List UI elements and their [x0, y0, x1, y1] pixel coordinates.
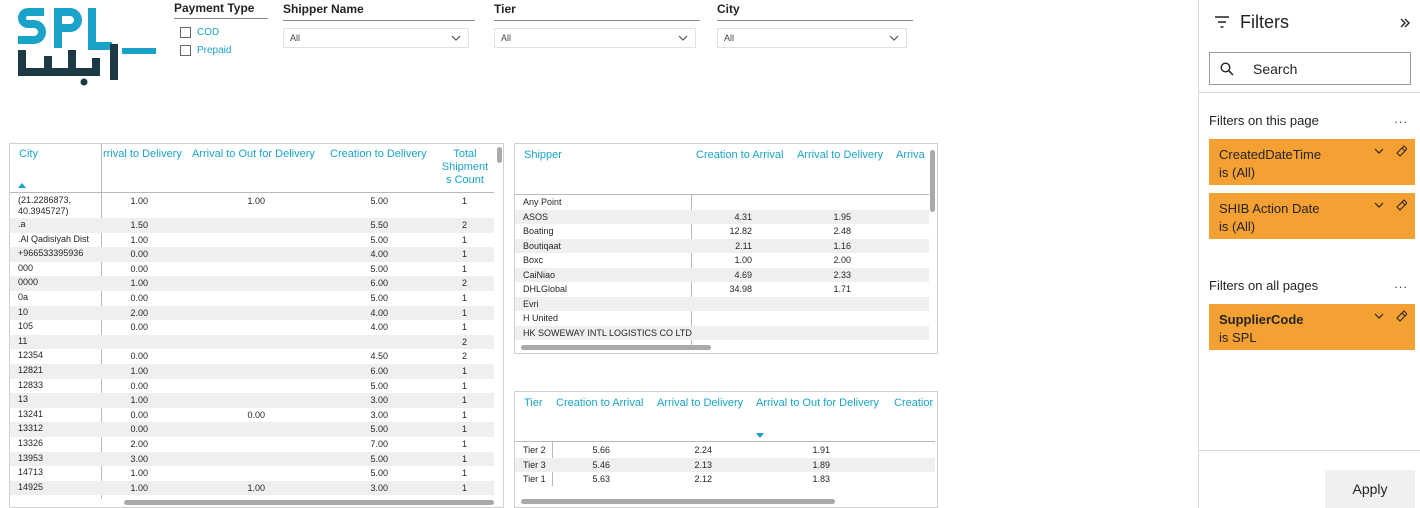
- tier-table-row[interactable]: [515, 472, 935, 487]
- table-cell: Tier 1: [523, 474, 546, 484]
- horizontal-scrollbar[interactable]: [124, 500, 494, 505]
- table-cell: 1: [461, 395, 467, 406]
- clear-filter-icon[interactable]: [1395, 145, 1407, 157]
- payment-option-cod[interactable]: [180, 24, 268, 40]
- table-cell: Boxc: [523, 255, 544, 265]
- payment-type-title: Payment Type: [174, 1, 255, 15]
- tier-table-row[interactable]: [515, 458, 935, 473]
- table-cell: 12354: [18, 350, 44, 361]
- table-cell: 1: [461, 380, 467, 391]
- table-cell: 0a: [18, 292, 29, 302]
- city-dropdown[interactable]: [717, 28, 907, 48]
- city-table-row[interactable]: [10, 364, 494, 379]
- tier-slicer: [494, 2, 700, 48]
- filter-value: is SPL: [1219, 330, 1257, 345]
- pane-divider: [1199, 92, 1420, 93]
- table-cell: .a: [18, 219, 26, 229]
- payment-type-slicer: [174, 1, 268, 58]
- clear-filter-icon[interactable]: [1395, 199, 1407, 211]
- prepaid-checkbox[interactable]: [180, 45, 191, 56]
- shipper-table-row[interactable]: [515, 282, 929, 297]
- col-header-arrival-to-out-for-delivery[interactable]: Arrival to Out for Delivery: [192, 148, 315, 160]
- table-cell: CaiNiao: [523, 269, 556, 280]
- shipper-table-row[interactable]: [515, 210, 929, 225]
- chevron-down-icon: [888, 32, 900, 44]
- table-cell: 1: [461, 322, 467, 333]
- more-options-icon[interactable]: ...: [1394, 111, 1408, 126]
- table-cell: 1.00: [130, 366, 148, 376]
- chevron-down-icon[interactable]: [1373, 145, 1385, 157]
- table-cell: 5.00: [370, 468, 388, 479]
- shipper-table-row[interactable]: [515, 268, 929, 283]
- shipper-table-row[interactable]: [515, 311, 929, 326]
- table-cell: 13241: [18, 408, 44, 419]
- col-header-arrival-to-out-for-delivery[interactable]: Arrival to Out for Delivery: [756, 397, 879, 409]
- city-table-row[interactable]: [10, 262, 494, 277]
- col-header-total-shipments-count[interactable]: Total Shipment s Count: [441, 148, 489, 186]
- table-cell: 13: [18, 394, 29, 405]
- table-cell: 1.16: [833, 240, 851, 251]
- filters-on-all-pages-label: Filters on all pages: [1209, 278, 1319, 293]
- city-table-row[interactable]: [10, 247, 494, 262]
- table-cell: 1.91: [812, 445, 830, 455]
- table-cell: 5.00: [370, 234, 388, 245]
- clear-filter-icon[interactable]: [1395, 310, 1407, 322]
- tier-dropdown[interactable]: [494, 28, 696, 48]
- table-cell: Boating: [523, 226, 554, 236]
- table-cell: 0.00: [130, 249, 148, 260]
- filters-on-page-label: Filters on this page: [1209, 113, 1319, 128]
- table-cell: 0.00: [130, 351, 148, 362]
- slicer-underline: [494, 20, 700, 21]
- table-cell: 3.00: [130, 453, 148, 464]
- table-cell: 1: [461, 366, 467, 376]
- table-cell: 4.00: [370, 307, 388, 318]
- table-cell: 13953: [18, 452, 44, 463]
- table-cell: 1: [461, 482, 467, 493]
- table-cell: 2.33: [833, 269, 851, 280]
- tier-table: [514, 391, 938, 508]
- header-divider: [10, 192, 494, 193]
- table-cell: 1.50: [130, 220, 148, 230]
- cod-label: COD: [197, 26, 220, 38]
- table-cell: 105: [18, 321, 34, 332]
- shipper-table-row[interactable]: [515, 253, 929, 268]
- city-slicer: [717, 2, 913, 48]
- col-header-city[interactable]: City: [19, 148, 38, 160]
- city-table-row[interactable]: [10, 437, 494, 452]
- table-cell: 1.00: [734, 255, 752, 265]
- city-table-row[interactable]: [10, 422, 494, 437]
- city-table-row[interactable]: [10, 393, 494, 408]
- table-cell: 1.89: [812, 459, 830, 470]
- chevron-down-icon: [450, 32, 462, 44]
- apply-button[interactable]: [1325, 470, 1415, 508]
- city-table-row[interactable]: [10, 306, 494, 321]
- table-cell: 1: [461, 234, 467, 245]
- filter-name: SHIB Action Date: [1219, 201, 1320, 216]
- table-cell: 2: [461, 278, 467, 289]
- table-cell: 5.63: [592, 474, 610, 484]
- city-table-row[interactable]: [10, 291, 494, 306]
- table-cell: 2: [461, 220, 467, 230]
- table-cell: Tier 2: [523, 445, 546, 455]
- more-options-icon[interactable]: ...: [1394, 276, 1408, 291]
- table-cell: 4.00: [370, 249, 388, 260]
- slicer-underline: [283, 20, 475, 21]
- table-cell: H United: [523, 313, 559, 323]
- filters-search-box[interactable]: [1209, 52, 1411, 85]
- table-cell: 1.00: [130, 196, 148, 206]
- vertical-scrollbar[interactable]: [497, 147, 502, 163]
- table-cell: 4.31: [734, 211, 752, 222]
- col-header-creation-truncated[interactable]: Creatior: [894, 397, 934, 409]
- shipper-name-value: All: [290, 33, 301, 43]
- table-cell: 1.95: [833, 211, 851, 222]
- table-cell: 3.00: [370, 395, 388, 406]
- table-cell: 4.50: [370, 351, 388, 362]
- table-cell: 1: [461, 307, 467, 318]
- tier-table-row[interactable]: [515, 443, 935, 458]
- table-cell: (21.2286873, 40.3945727): [18, 195, 72, 216]
- chevron-down-icon: [677, 32, 689, 44]
- table-cell: +966533395936: [18, 248, 84, 259]
- col-header-creation-to-delivery[interactable]: Creation to Delivery: [330, 148, 427, 160]
- prepaid-label: Prepaid: [197, 44, 232, 56]
- slicer-underline: [717, 20, 913, 21]
- chevron-down-icon[interactable]: [1373, 310, 1385, 322]
- table-cell: 000: [18, 262, 34, 273]
- search-placeholder: Search: [1253, 61, 1298, 77]
- filter-card-suppliercode[interactable]: [1209, 304, 1415, 350]
- table-cell: HK SOWEWAY INTL LOGISTICS CO LTD: [523, 327, 692, 338]
- filter-name: SupplierCode: [1219, 312, 1304, 327]
- table-cell: 1: [461, 439, 467, 449]
- payment-option-prepaid[interactable]: [180, 42, 268, 58]
- tier-title: Tier: [494, 2, 516, 16]
- shipper-name-title: Shipper Name: [283, 2, 364, 16]
- filter-value: is (All): [1219, 219, 1256, 234]
- table-cell: 5.00: [370, 453, 388, 464]
- city-table-row[interactable]: [10, 379, 494, 394]
- table-cell: 1: [461, 409, 467, 420]
- search-icon: [1220, 62, 1234, 76]
- slicer-underline: [174, 18, 268, 19]
- table-cell: Tier 3: [523, 459, 546, 470]
- shipper-table: [514, 143, 938, 354]
- table-cell: 1.00: [130, 234, 148, 245]
- collapse-pane-icon[interactable]: [1399, 17, 1411, 29]
- shipper-table-row[interactable]: [515, 224, 929, 239]
- shipper-name-slicer: [283, 2, 475, 48]
- table-cell: 1.00: [130, 278, 148, 289]
- table-cell: Boutiqaat: [523, 240, 562, 251]
- table-cell: 0.00: [247, 409, 265, 420]
- table-cell: 2: [461, 336, 467, 347]
- filter-card-createddatetime[interactable]: [1209, 139, 1415, 185]
- table-cell: 6.00: [370, 278, 388, 289]
- table-cell: 0.00: [130, 322, 148, 333]
- table-cell: 2.00: [130, 307, 148, 318]
- col-header-arrival-to-delivery[interactable]: rrival to Delivery: [103, 148, 182, 160]
- filter-icon: [1214, 15, 1230, 29]
- table-cell: 10: [18, 306, 29, 317]
- table-cell: 2: [461, 351, 467, 362]
- table-cell: 2.00: [833, 255, 851, 265]
- filter-card-shib-action-date[interactable]: [1209, 193, 1415, 239]
- shipper-table-row[interactable]: [515, 239, 929, 254]
- table-cell: 0000: [18, 277, 39, 288]
- table-cell: 2.00: [130, 439, 148, 449]
- table-cell: 3.00: [370, 482, 388, 493]
- filter-name: CreatedDateTime: [1219, 147, 1322, 162]
- table-cell: 11: [18, 335, 28, 346]
- col-header-creation-to-arrival[interactable]: Creation to Arrival: [556, 397, 644, 409]
- city-table-row[interactable]: [10, 276, 494, 291]
- table-cell: 1: [461, 293, 467, 303]
- table-cell: Evri: [523, 298, 539, 309]
- table-cell: 1.00: [130, 395, 148, 406]
- table-cell: 12.82: [729, 226, 752, 236]
- table-cell: 0.00: [130, 293, 148, 303]
- horizontal-scrollbar[interactable]: [521, 499, 835, 504]
- table-cell: 1: [461, 196, 467, 206]
- table-cell: .Al Qadisiyah Dist: [18, 233, 90, 244]
- vertical-scrollbar[interactable]: [930, 150, 935, 212]
- table-cell: 12821: [18, 365, 44, 375]
- filters-title: Filters: [1240, 12, 1289, 32]
- col-header-tier[interactable]: Tier: [524, 397, 543, 409]
- city-table-row[interactable]: [10, 335, 494, 350]
- table-cell: 5.00: [370, 293, 388, 303]
- city-table-row[interactable]: [10, 233, 494, 248]
- city-table-row[interactable]: [10, 481, 494, 496]
- table-cell: 0.00: [130, 263, 148, 274]
- spl-logo: [14, 4, 164, 88]
- col-header-arrival-to-delivery[interactable]: Arrival to Delivery: [797, 149, 884, 161]
- table-cell: 5.46: [592, 459, 610, 470]
- table-cell: 1.00: [247, 482, 265, 493]
- shipper-table-row[interactable]: [515, 195, 929, 210]
- filters-pane: [1198, 0, 1420, 508]
- table-cell: 2.24: [694, 445, 712, 455]
- table-cell: 6.00: [370, 366, 388, 376]
- table-cell: 12833: [18, 379, 44, 390]
- table-cell: 7.00: [370, 439, 388, 449]
- pane-divider: [1199, 450, 1420, 451]
- table-cell: 0.00: [130, 409, 148, 420]
- table-cell: 5.00: [370, 380, 388, 391]
- sort-ascending-icon[interactable]: [18, 182, 26, 188]
- table-cell: 34.98: [729, 284, 752, 294]
- col-header-arrival-truncated[interactable]: Arriva: [896, 149, 925, 161]
- table-cell: 14713: [18, 467, 44, 478]
- sort-descending-icon[interactable]: [756, 433, 764, 439]
- table-cell: 2.48: [833, 226, 851, 236]
- chevron-down-icon[interactable]: [1373, 199, 1385, 211]
- city-table-row[interactable]: [10, 320, 494, 335]
- filter-value: is (All): [1219, 165, 1256, 180]
- table-cell: 13312: [18, 423, 44, 434]
- col-header-arrival-to-delivery[interactable]: Arrival to Delivery: [657, 397, 744, 409]
- table-cell: 1.00: [130, 468, 148, 479]
- table-cell: 4.00: [370, 322, 388, 333]
- city-value: All: [724, 33, 735, 43]
- table-cell: 1.00: [247, 196, 265, 206]
- table-cell: 0.00: [130, 424, 148, 435]
- table-cell: 2.13: [694, 459, 712, 470]
- table-cell: 13326: [18, 438, 44, 448]
- tier-value: All: [501, 33, 512, 43]
- table-cell: 1: [461, 263, 467, 274]
- table-cell: 1: [461, 468, 467, 479]
- table-cell: 1: [461, 453, 467, 464]
- table-cell: 0.00: [130, 380, 148, 391]
- horizontal-scrollbar[interactable]: [521, 345, 711, 350]
- col-header-shipper[interactable]: Shipper: [524, 149, 562, 161]
- city-table: [9, 143, 504, 508]
- table-cell: DHLGlobal: [523, 284, 568, 294]
- table-cell: 5.66: [592, 445, 610, 455]
- table-cell: 5.00: [370, 196, 388, 206]
- apply-button-label: Apply: [1352, 481, 1388, 497]
- table-cell: 1.71: [833, 284, 851, 294]
- table-cell: 4.69: [734, 269, 752, 280]
- table-cell: 14925: [18, 481, 44, 492]
- table-cell: 2.11: [735, 240, 752, 251]
- city-table-row[interactable]: [10, 452, 494, 467]
- city-table-row[interactable]: [10, 194, 494, 218]
- city-table-row[interactable]: [10, 408, 494, 423]
- city-table-row[interactable]: [10, 218, 494, 233]
- city-table-row[interactable]: [10, 349, 494, 364]
- table-cell: ASOS: [523, 211, 549, 222]
- table-cell: 1: [461, 249, 467, 260]
- shipper-table-row[interactable]: [515, 297, 929, 312]
- city-table-row[interactable]: [10, 466, 494, 481]
- table-cell: 1.83: [812, 474, 830, 484]
- shipper-table-row[interactable]: [515, 326, 929, 341]
- table-cell: 3.00: [370, 409, 388, 420]
- table-cell: 1: [461, 424, 467, 435]
- table-cell: Any Point: [523, 197, 562, 207]
- table-cell: 5.00: [370, 263, 388, 274]
- table-cell: 2.12: [694, 474, 712, 484]
- table-cell: 5.50: [370, 220, 388, 230]
- header-divider: [515, 441, 935, 442]
- table-cell: 1.00: [130, 482, 148, 493]
- col-header-creation-to-arrival[interactable]: Creation to Arrival: [696, 149, 784, 161]
- shipper-name-dropdown[interactable]: [283, 28, 469, 48]
- city-title: City: [717, 2, 740, 16]
- table-cell: 5.00: [370, 424, 388, 435]
- cod-checkbox[interactable]: [180, 27, 191, 38]
